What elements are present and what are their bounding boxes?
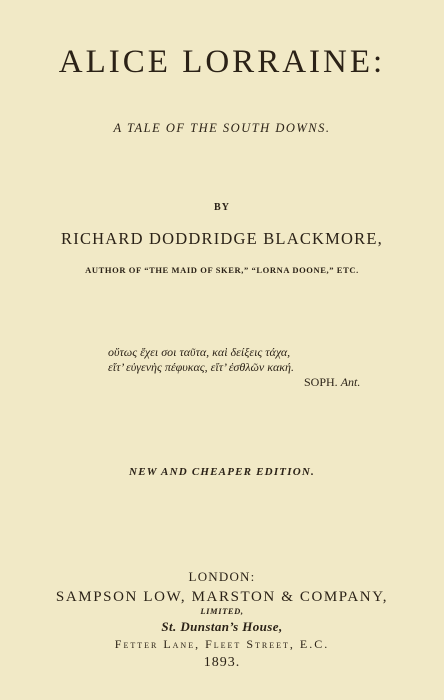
imprint-street: Fetter Lane, Fleet Street, E.C. [114, 637, 330, 651]
edition-note: NEW AND CHEAPER EDITION. [129, 466, 315, 478]
imprint-limited: LIMITED, [200, 606, 244, 616]
imprint-year: 1893. [203, 655, 241, 670]
epigraph-line-2: εἴτ’ εὐγενὴς πέφυκας, εἴτ’ ἐσθλῶν κακή. [108, 360, 295, 374]
book-title: ALICE LORRAINE: [58, 44, 386, 80]
citation-work: Ant. [340, 375, 361, 389]
epigraph-citation [304, 375, 360, 390]
author-other-works: AUTHOR OF “THE MAID OF SKER,” “LORNA DOONE,” ETC. [85, 265, 359, 275]
citation-author: SOPH. [304, 375, 338, 389]
book-subtitle: A TALE OF THE SOUTH DOWNS. [113, 121, 331, 135]
imprint-house: St. Dunstan’s House, [161, 619, 283, 634]
by-line: BY [214, 202, 230, 213]
author-name: RICHARD DODDRIDGE BLACKMORE, [61, 229, 383, 248]
imprint-city: LONDON: [188, 569, 256, 584]
imprint-publisher: SAMPSON LOW, MARSTON & COMPANY, [55, 589, 389, 605]
epigraph-line-1: οὕτως ἔχει σοι ταῦτα, καὶ δείξεις τάχα, [108, 345, 291, 359]
